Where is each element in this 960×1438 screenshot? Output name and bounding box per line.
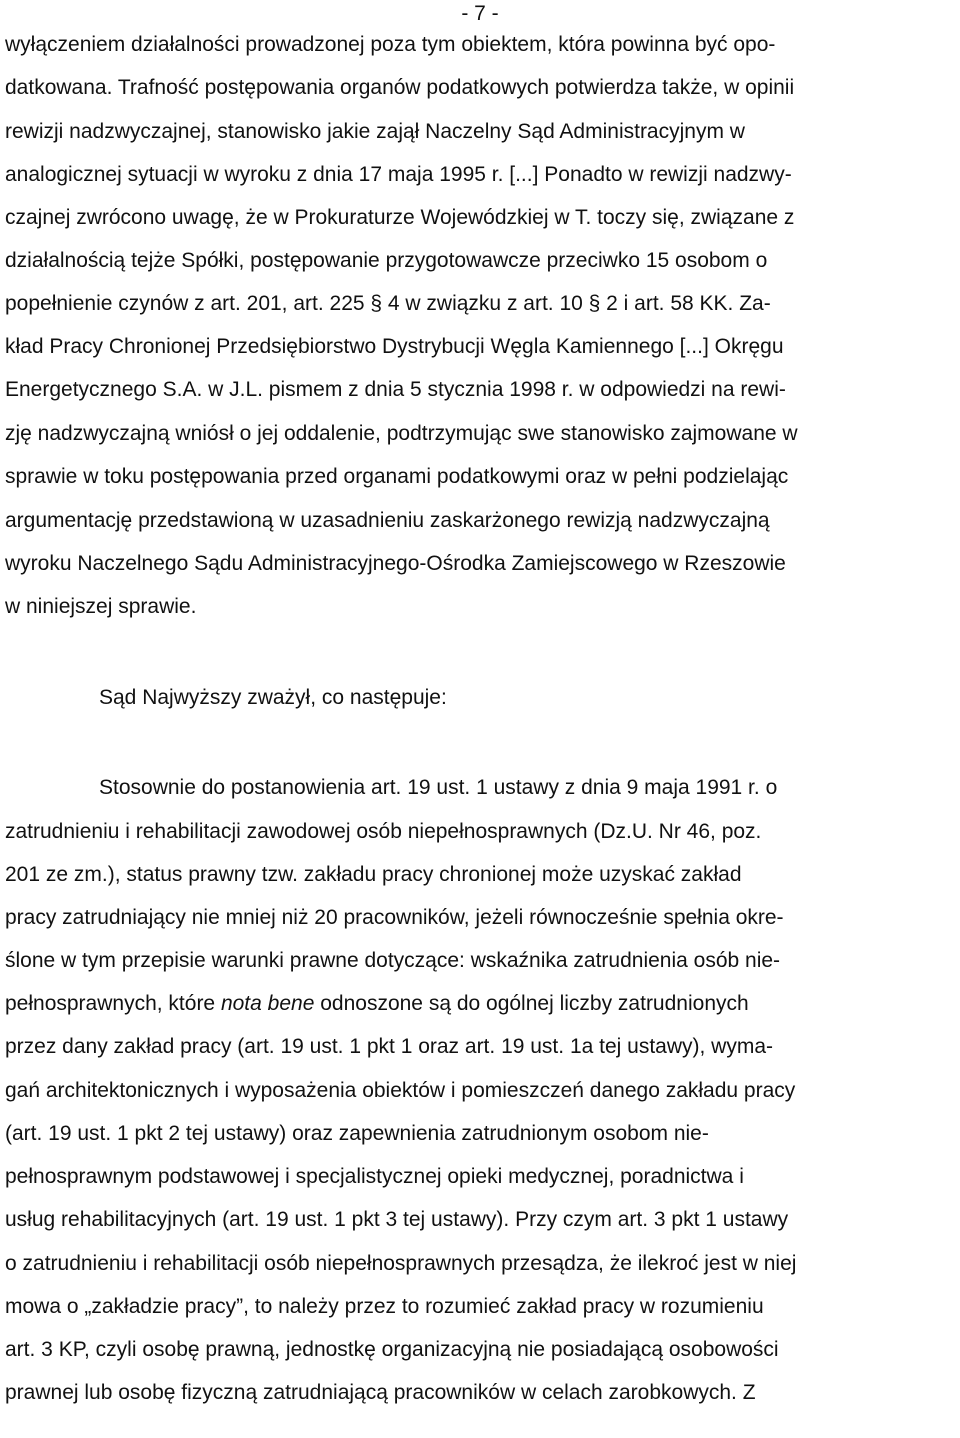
text-line: wyłączeniem działalności prowadzonej poza tym obiektem, która powinna być opo- [5,33,776,56]
text-line: Energetycznego S.A. w J.L. pismem z dnia 5 stycznia 1998 r. w odpowiedzi na rewi- [5,378,786,401]
italic-phrase: nota bene [220,992,315,1015]
text-line: popełnienie czynów z art. 201, art. 225 § 4 w związku z art. 10 § 2 i art. 58 KK. Za- [5,292,771,315]
text-line: działalnością tejże Spółki, postępowanie przygotowawcze przeciwko 15 osobom o [5,249,768,272]
text-line: pełnosprawnych, które nota bene odnoszone są do ogólnej liczby zatrudnionych [5,992,749,1015]
text-line: (art. 19 ust. 1 pkt 2 tej ustawy) oraz zapewnienia zatrudnionym osobom nie- [5,1122,709,1145]
text-line: w niniejszej sprawie. [5,595,197,618]
text-line: mowa o „zakładzie pracy”, to należy przez to rozumieć zakład pracy w rozumieniu [5,1295,764,1318]
text-line: usług rehabilitacyjnych (art. 19 ust. 1 pkt 3 tej ustawy). Przy czym art. 3 pkt 1 ustawy [5,1208,789,1231]
text-line: pracy zatrudniający nie mniej niż 20 pracowników, jeżeli równocześnie spełnia okre- [5,906,784,929]
text-line: argumentację przedstawioną w uzasadnieniu zaskarżonego rewizją nadzwyczajną [5,509,770,532]
text-line: sprawie w toku postępowania przed organami podatkowymi oraz w pełni podzielając [5,465,789,488]
text-line: przez dany zakład pracy (art. 19 ust. 1 pkt 1 oraz art. 19 ust. 1a tej ustawy), wyma- [5,1035,773,1058]
text-line: pełnosprawnym podstawowej i specjalistycznej opieki medycznej, poradnictwa i [5,1165,744,1188]
text-line: rewizji nadzwyczajnej, stanowisko jakie zajął Naczelny Sąd Administracyjnym w [5,120,745,143]
text-line: 201 ze zm.), status prawny tzw. zakładu pracy chronionej może uzyskać zakład [5,863,742,886]
text-line: zatrudnieniu i rehabilitacji zawodowej osób niepełnosprawnych (Dz.U. Nr 46, poz. [5,820,762,843]
text-line: datkowana. Trafność postępowania organów podatkowych potwierdza także, w opinii [5,76,795,99]
text-line: Stosownie do postanowienia art. 19 ust. 1 ustawy z dnia 9 maja 1991 r. o [99,776,778,799]
text-line: analogicznej sytuacji w wyroku z dnia 17 maja 1995 r. [...] Ponadto w rewizji nadzwy- [5,163,792,186]
text-line: wyroku Naczelnego Sądu Administracyjnego-Ośrodka Zamiejscowego w Rzeszowie [5,552,786,575]
text-line: ślone w tym przepisie warunki prawne dotyczące: wskaźnika zatrudnienia osób nie- [5,949,781,972]
text-line: prawnej lub osobę fizyczną zatrudniającą pracowników w celach zarobkowych. Z [5,1381,756,1404]
text-line: czajnej zwrócono uwagę, że w Prokuraturze Wojewódzkiej w T. toczy się, związane z [5,206,795,229]
text-line: zję nadzwyczajną wniósł o jej oddalenie, podtrzymując swe stanowisko zajmowane w [5,422,798,445]
text-line: kład Pracy Chronionej Przedsiębiorstwo Dystrybucji Węgla Kamiennego [...] Okręgu [5,335,784,358]
section-heading: Sąd Najwyższy zważył, co następuje: [99,686,447,709]
text-line: gań architektonicznych i wyposażenia obiektów i pomieszczeń danego zakładu pracy [5,1079,796,1102]
page-number: - 7 - [461,2,499,25]
text-line: o zatrudnieniu i rehabilitacji osób niepełnosprawnych przesądza, że ilekroć jest w niej [5,1252,797,1275]
text-line: art. 3 KP, czyli osobę prawną, jednostkę organizacyjną nie posiadającą osobowości [5,1338,779,1361]
